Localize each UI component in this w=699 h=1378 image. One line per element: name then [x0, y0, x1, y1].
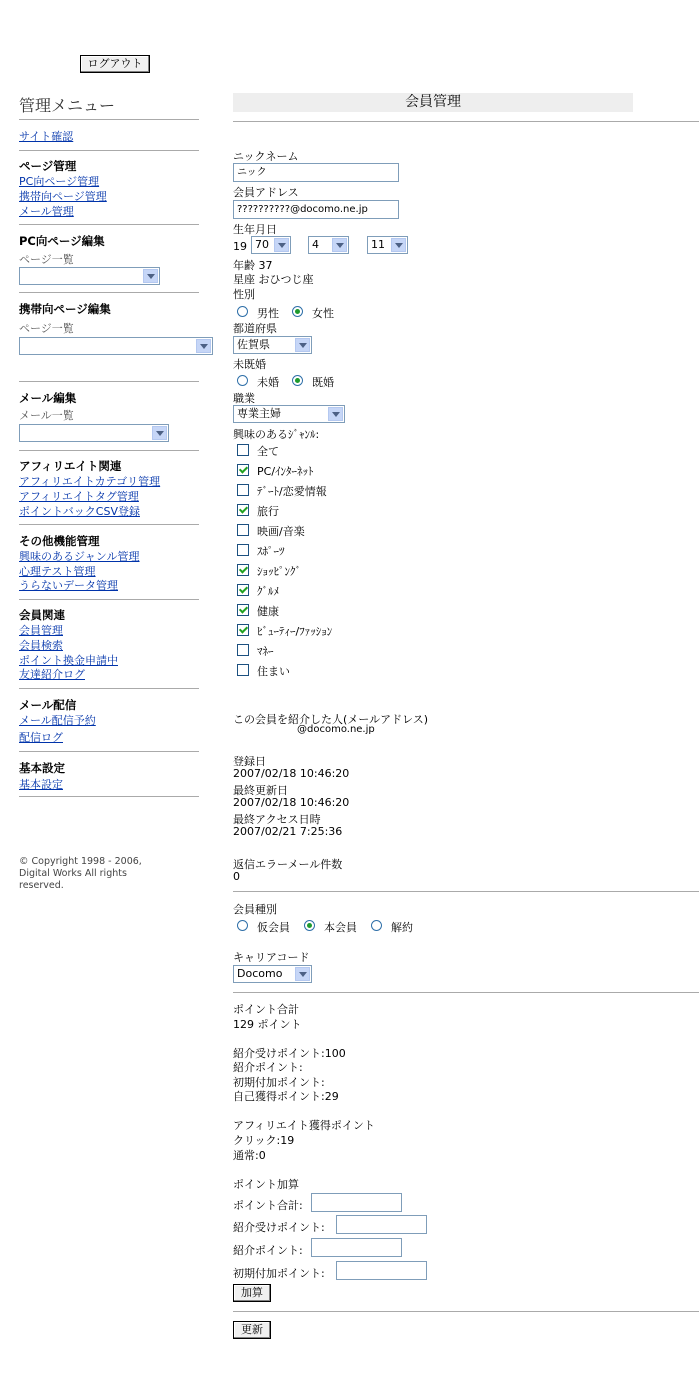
affiliate-normal: 通常:0: [233, 1149, 266, 1162]
genre-label-item: ｼｮｯﾋﾟﾝｸﾞ: [257, 565, 301, 578]
type-label: 会員種別: [233, 903, 277, 916]
affiliate-click: クリック:19: [233, 1134, 295, 1147]
pref-select[interactable]: [233, 336, 312, 354]
sidebar-title: 管理メニュー: [19, 96, 116, 115]
type-full-radio[interactable]: [304, 920, 315, 931]
marital-single-label: 未婚: [257, 376, 279, 389]
upd-value: 2007/02/18 10:46:20: [233, 796, 350, 809]
chevron-down-icon: [295, 967, 310, 981]
chevron-down-icon: [274, 238, 289, 252]
pref-label: 都道府県: [233, 322, 277, 335]
mail-list-label: メール一覧: [19, 409, 74, 422]
section-head-other: その他機能管理: [19, 534, 100, 548]
add-received-label: 紹介受けポイント:: [233, 1221, 325, 1234]
chevron-down-icon: [143, 269, 158, 283]
reg-value: 2007/02/18 10:46:20: [233, 767, 350, 780]
sidebar-link-psych-test[interactable]: 心理テスト管理: [19, 565, 96, 578]
birth-year-value: 70: [255, 238, 269, 251]
gender-female-label: 女性: [312, 307, 334, 320]
add-initial-label: 初期付加ポイント:: [233, 1267, 325, 1280]
error-value: 0: [233, 870, 240, 883]
genre-label-item: 全て: [257, 445, 279, 458]
divider: [19, 224, 199, 225]
divider: [19, 150, 199, 151]
genre-label-item: ｽﾎﾟｰﾂ: [257, 545, 285, 558]
genre-label-item: ﾏﾈｰ: [257, 645, 274, 658]
sidebar-link-fortune[interactable]: うらないデータ管理: [19, 579, 118, 592]
genre-label-item: ﾃﾞｰﾄ/恋愛情報: [257, 485, 327, 498]
section-head-mail-dist: メール配信: [19, 698, 77, 712]
section-head-basic: 基本設定: [19, 761, 65, 775]
sidebar-link-affiliate-tag[interactable]: アフィリエイトタグ管理: [19, 490, 139, 503]
divider: [233, 992, 699, 993]
marital-label: 未既婚: [233, 358, 266, 371]
section-head-member: 会員関連: [19, 608, 65, 622]
birth-month-value: 4: [312, 238, 319, 251]
referrer-label: この会員を紹介した人(メールアドレス): [233, 713, 429, 726]
genre-checkbox[interactable]: [237, 584, 249, 596]
add-intro-label: 紹介ポイント:: [233, 1244, 303, 1257]
type-cancel-label: 解約: [391, 921, 413, 934]
birth-day-select[interactable]: [367, 236, 408, 254]
reg-label: 登録日: [233, 755, 266, 768]
sidebar-link-mail-reserve[interactable]: メール配信予約: [19, 714, 96, 727]
sidebar-link-friend-log[interactable]: 友達紹介ログ: [19, 668, 85, 681]
birth-day-value: 11: [371, 238, 385, 251]
divider: [19, 751, 199, 752]
add-total-field[interactable]: [311, 1193, 402, 1212]
birth-year-select[interactable]: [251, 236, 291, 254]
copyright-line: © Copyright 1998 - 2006,: [19, 856, 142, 867]
update-button[interactable]: 更新: [233, 1321, 271, 1339]
genre-checkbox[interactable]: [237, 484, 249, 496]
zodiac-text: 星座 おひつじ座: [233, 273, 314, 286]
genre-label-item: 健康: [257, 605, 279, 618]
genre-checkbox[interactable]: [237, 664, 249, 676]
type-provisional-label: 仮会員: [257, 921, 290, 934]
divider: [233, 121, 699, 122]
points-detail: 初期付加ポイント:: [233, 1076, 325, 1089]
address-label: 会員アドレス: [233, 186, 299, 199]
sidebar-link-dist-log[interactable]: 配信ログ: [19, 731, 63, 744]
genre-label-item: 映画/音楽: [257, 525, 305, 538]
sidebar-link-pc-page[interactable]: PC向ページ管理: [19, 175, 100, 188]
divider: [19, 381, 199, 382]
genre-label-item: PC/ｲﾝﾀｰﾈｯﾄ: [257, 465, 314, 478]
copyright-line: Digital Works All rights: [19, 868, 127, 879]
page-title: 会員管理: [233, 93, 633, 112]
divider: [19, 524, 199, 525]
pc-page-list-label: ページ一覧: [19, 253, 74, 266]
sidebar-link-point-exchange[interactable]: ポイント換金申請中: [19, 654, 118, 667]
marital-married-label: 既婚: [312, 376, 334, 389]
genre-checkbox[interactable]: [237, 464, 249, 476]
carrier-select[interactable]: [233, 965, 312, 983]
section-head-pc-edit: PC向ページ編集: [19, 234, 105, 248]
genre-checkbox[interactable]: [237, 564, 249, 576]
job-select[interactable]: [233, 405, 345, 423]
mail-select[interactable]: [19, 424, 169, 442]
divider: [19, 450, 199, 451]
birth-month-select[interactable]: [308, 236, 349, 254]
add-received-field[interactable]: [336, 1215, 427, 1234]
section-head-mobile-edit: 携帯向ページ編集: [19, 302, 111, 316]
upd-label: 最終更新日: [233, 784, 288, 797]
birth-label: 生年月日: [233, 223, 277, 236]
sidebar-link-mail-mgmt[interactable]: メール管理: [19, 205, 74, 218]
referrer-value: @docomo.ne.jp: [297, 724, 375, 735]
age-text: 年齢 37: [233, 259, 273, 272]
gender-male-label: 男性: [257, 307, 279, 320]
chevron-down-icon: [152, 426, 167, 440]
birth-prefix: 19: [233, 240, 247, 253]
add-initial-field[interactable]: [336, 1261, 427, 1280]
job-label: 職業: [233, 392, 255, 405]
access-label: 最終アクセス日時: [233, 813, 321, 826]
divider: [19, 292, 199, 293]
affiliate-points-label: アフィリエイト獲得ポイント: [233, 1119, 375, 1132]
pc-page-select[interactable]: [19, 267, 160, 285]
logout-button[interactable]: ログアウト: [80, 55, 150, 73]
marital-single-radio[interactable]: [237, 375, 248, 386]
type-provisional-radio[interactable]: [237, 920, 248, 931]
type-cancel-radio[interactable]: [371, 920, 382, 931]
section-head-mail-edit: メール編集: [19, 391, 77, 405]
points-total-label: ポイント合計: [233, 1003, 299, 1016]
genre-checkbox[interactable]: [237, 504, 249, 516]
sidebar-link-pointback-csv[interactable]: ポイントバックCSV登録: [19, 505, 140, 518]
nickname-field[interactable]: ニック: [233, 163, 399, 182]
divider: [19, 119, 199, 120]
access-value: 2007/02/21 7:25:36: [233, 825, 343, 838]
gender-label: 性別: [233, 288, 255, 301]
add-total-label: ポイント合計:: [233, 1199, 303, 1212]
marital-married-radio[interactable]: [292, 375, 303, 386]
mobile-page-select[interactable]: [19, 337, 213, 355]
divider: [233, 1311, 699, 1312]
points-total-value: 129 ポイント: [233, 1018, 302, 1031]
divider: [19, 688, 199, 689]
sidebar-link-member-mgmt[interactable]: 会員管理: [19, 624, 63, 637]
mobile-page-list-label: ページ一覧: [19, 322, 74, 335]
copyright-line: reserved.: [19, 880, 64, 891]
nickname-label: ニックネーム: [233, 150, 299, 163]
pref-value: 佐賀県: [237, 338, 270, 351]
sidebar-link-affiliate-category[interactable]: アフィリエイトカテゴリ管理: [19, 475, 161, 488]
sidebar-link-member-search[interactable]: 会員検索: [19, 639, 63, 652]
divider: [19, 599, 199, 600]
points-detail: 自己獲得ポイント:29: [233, 1090, 339, 1103]
genre-label: 興味のあるｼﾞｬﾝﾙ:: [233, 428, 320, 441]
carrier-value: Docomo: [237, 967, 283, 980]
section-head-page-mgmt: ページ管理: [19, 159, 77, 173]
error-label: 返信エラーメール件数: [233, 858, 343, 871]
add-head: ポイント加算: [233, 1178, 299, 1191]
genre-checkbox[interactable]: [237, 544, 249, 556]
divider: [233, 891, 699, 892]
chevron-down-icon: [295, 338, 310, 352]
chevron-down-icon: [391, 238, 406, 252]
sidebar-link-site-check[interactable]: サイト確認: [19, 130, 74, 143]
chevron-down-icon: [196, 339, 211, 353]
genre-label-item: ｸﾞﾙﾒ: [257, 585, 279, 598]
points-detail: 紹介ポイント:: [233, 1061, 303, 1074]
type-full-label: 本会員: [324, 921, 357, 934]
genre-checkbox[interactable]: [237, 444, 249, 456]
sidebar-link-mobile-page[interactable]: 携帯向ページ管理: [19, 190, 107, 203]
gender-female-radio[interactable]: [292, 306, 303, 317]
add-intro-field[interactable]: [311, 1238, 402, 1257]
add-button[interactable]: 加算: [233, 1284, 271, 1302]
genre-label-item: 住まい: [257, 665, 290, 678]
genre-checkbox[interactable]: [237, 624, 249, 636]
sidebar-link-genre[interactable]: 興味のあるジャンル管理: [19, 550, 140, 563]
address-field[interactable]: ??????????@docomo.ne.jp: [233, 200, 399, 219]
genre-label-item: ﾋﾞｭｰﾃｨｰ/ﾌｧｯｼｮﾝ: [257, 625, 333, 638]
genre-checkbox[interactable]: [237, 604, 249, 616]
divider: [19, 796, 199, 797]
genre-checkbox[interactable]: [237, 524, 249, 536]
genre-checkbox[interactable]: [237, 644, 249, 656]
points-detail: 紹介受けポイント:100: [233, 1047, 346, 1060]
genre-label-item: 旅行: [257, 505, 279, 518]
carrier-label: キャリアコード: [233, 951, 310, 964]
sidebar-link-basic[interactable]: 基本設定: [19, 778, 63, 791]
section-head-affiliate: アフィリエイト関連: [19, 459, 122, 473]
gender-male-radio[interactable]: [237, 306, 248, 317]
job-value: 専業主婦: [237, 407, 281, 420]
chevron-down-icon: [332, 238, 347, 252]
chevron-down-icon: [328, 407, 343, 421]
